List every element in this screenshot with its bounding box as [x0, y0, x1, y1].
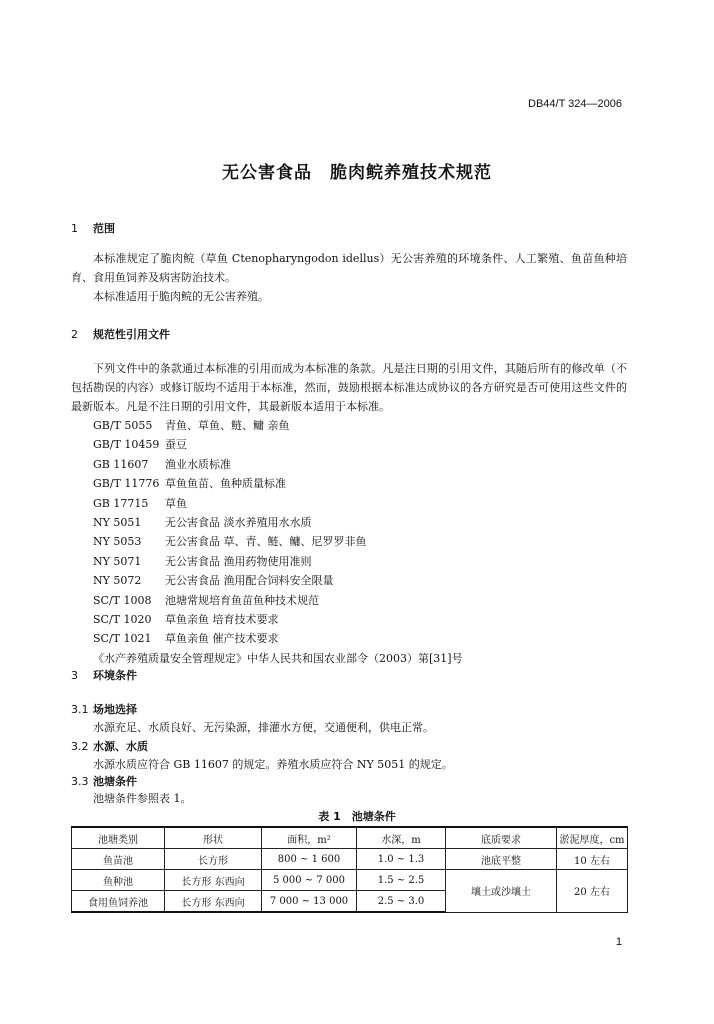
section-1-heading	[71, 220, 115, 236]
table-cell: 食用鱼饲养池	[72, 891, 165, 913]
section-3-heading	[71, 667, 137, 683]
section-title: 池塘条件	[93, 775, 137, 788]
table-cell-merged: 壤土或沙壤土	[446, 870, 557, 913]
pond-conditions-table	[71, 826, 628, 913]
section-number: 3	[71, 669, 78, 682]
section-number: 3.3	[71, 775, 89, 788]
table-cell: 1.5 ~ 2.5	[357, 870, 446, 891]
section-3-3-heading	[71, 773, 137, 789]
reference-code: NY 5053	[93, 535, 142, 549]
column-header: 淤泥厚度，cm	[557, 827, 628, 849]
section-2-paragraph-1: 下列文件中的条款通过本标准的引用而成为本标准的条款。凡是注日期的引用文件，其随后所有的修改单（不包括勘误的内容）或修订版均不适用于本标准，然而，鼓励根据本标准达成协议的各方研究是否可使用这些文件的最新版本。凡是不注日期的引用文件，其最新版本适用于本标准。	[71, 362, 627, 413]
reference-code: NY 5071	[93, 554, 142, 568]
section-number: 3.1	[71, 703, 89, 716]
reference-item	[93, 552, 463, 571]
reference-item	[93, 513, 463, 532]
reference-name: 无公害食品 淡水养殖用水水质	[165, 516, 312, 530]
reference-name: 池塘常规培育鱼苗鱼种技术规范	[165, 593, 319, 607]
table-row	[72, 849, 628, 870]
reference-name: 草鱼	[165, 496, 187, 510]
reference-code: SC/T 1008	[93, 593, 152, 607]
table-cell: 1.0 ~ 1.3	[357, 849, 446, 870]
table-cell: 5 000 ~ 7 000	[262, 870, 357, 891]
reference-code: GB 17715	[93, 496, 149, 510]
section-title: 范围	[93, 222, 115, 235]
reference-item	[93, 455, 463, 474]
section-number: 2	[71, 328, 78, 341]
standard-code: DB44/T 324—2006	[528, 98, 622, 110]
table-cell: 鱼苗池	[72, 849, 165, 870]
section-title: 水源、水质	[93, 740, 148, 753]
section-2-heading	[71, 326, 170, 342]
reference-code: GB/T 11776	[93, 477, 160, 491]
column-header: 池塘类别	[72, 827, 165, 849]
table-cell: 长方形	[165, 849, 262, 870]
table-caption: 表 1 池塘条件	[318, 810, 396, 823]
section-1-paragraph-2: 本标准适用于脆肉鲩的无公害养殖。	[93, 290, 269, 303]
reference-item	[93, 474, 463, 493]
reference-name: 青鱼、草鱼、鲢、鳙 亲鱼	[165, 419, 290, 432]
reference-name: 蚕豆	[165, 438, 187, 452]
table-cell: 7 000 ~ 13 000	[262, 891, 357, 913]
reference-code: SC/T 1020	[93, 613, 152, 627]
table-cell-merged: 20 左右	[557, 870, 628, 913]
reference-name: 无公害食品 渔用药物使用准则	[165, 554, 312, 568]
reference-item	[93, 435, 463, 454]
reference-item	[93, 591, 463, 610]
reference-item	[93, 416, 463, 435]
table-header-row	[72, 827, 628, 849]
section-3-2-text: 水源水质应符合 GB 11607 的规定。养殖水质应符合 NY 5051 的规定。	[93, 758, 453, 771]
reference-item	[93, 610, 463, 629]
reference-code: GB/T 5055	[93, 419, 153, 432]
reference-item-regulation: 《水产养殖质量安全管理规定》中华人民共和国农业部令（2003）第[31]号	[93, 651, 463, 665]
reference-code: GB 11607	[93, 457, 149, 471]
page-title: 无公害食品 脆肉鲩养殖技术规范	[222, 163, 492, 183]
reference-item	[93, 494, 463, 513]
reference-code: NY 5072	[93, 574, 142, 588]
reference-name: 渔业水质标准	[165, 457, 231, 471]
table-cell: 鱼种池	[72, 870, 165, 891]
column-header: 形状	[165, 827, 262, 849]
table-cell: 800 ~ 1 600	[262, 849, 357, 870]
table-cell: 长方形 东西向	[165, 870, 262, 891]
reference-code: SC/T 1021	[93, 632, 152, 646]
section-3-1-heading	[71, 701, 137, 717]
section-3-3-text: 池塘条件参照表 1。	[93, 792, 192, 805]
reference-name: 无公害食品 渔用配合饲料安全限量	[165, 574, 334, 588]
reference-item	[93, 532, 463, 551]
table-cell: 长方形 东西向	[165, 891, 262, 913]
section-title: 环境条件	[93, 669, 137, 682]
section-number: 1	[71, 222, 78, 235]
column-header: 面积，m²	[262, 827, 357, 849]
reference-code: GB/T 10459	[93, 438, 160, 452]
section-title: 场地选择	[93, 703, 137, 716]
table-cell: 10 左右	[557, 849, 628, 870]
table-row	[72, 870, 628, 891]
reference-item	[93, 571, 463, 590]
page-number: 1	[615, 936, 622, 948]
reference-name: 草鱼亲鱼 催产技术要求	[165, 632, 279, 646]
reference-item	[93, 629, 463, 648]
column-header: 水深，m	[357, 827, 446, 849]
section-3-1-text: 水源充足、水质良好、无污染源，排灌水方便，交通便利，供电正常。	[93, 721, 434, 734]
section-1-paragraph-1: 本标准规定了脆肉鲩（草鱼 Ctenopharyngodon idellus）无公害养殖的环境条件、人工繁殖、鱼苗鱼种培育、食用鱼饲养及病害防治技术。	[71, 252, 627, 284]
reference-name: 无公害食品 草、青、鲢、鳙、尼罗罗非鱼	[165, 535, 367, 549]
reference-code: NY 5051	[93, 516, 142, 530]
table-cell: 2.5 ~ 3.0	[357, 891, 446, 913]
table-cell: 池底平整	[446, 849, 557, 870]
section-title: 规范性引用文件	[93, 328, 170, 341]
reference-name: 草鱼鱼苗、鱼种质量标准	[165, 477, 286, 491]
section-3-2-heading	[71, 738, 148, 754]
normative-references-list	[93, 416, 463, 668]
reference-name: 草鱼亲鱼 培育技术要求	[165, 613, 279, 627]
section-number: 3.2	[71, 740, 89, 753]
column-header: 底质要求	[446, 827, 557, 849]
